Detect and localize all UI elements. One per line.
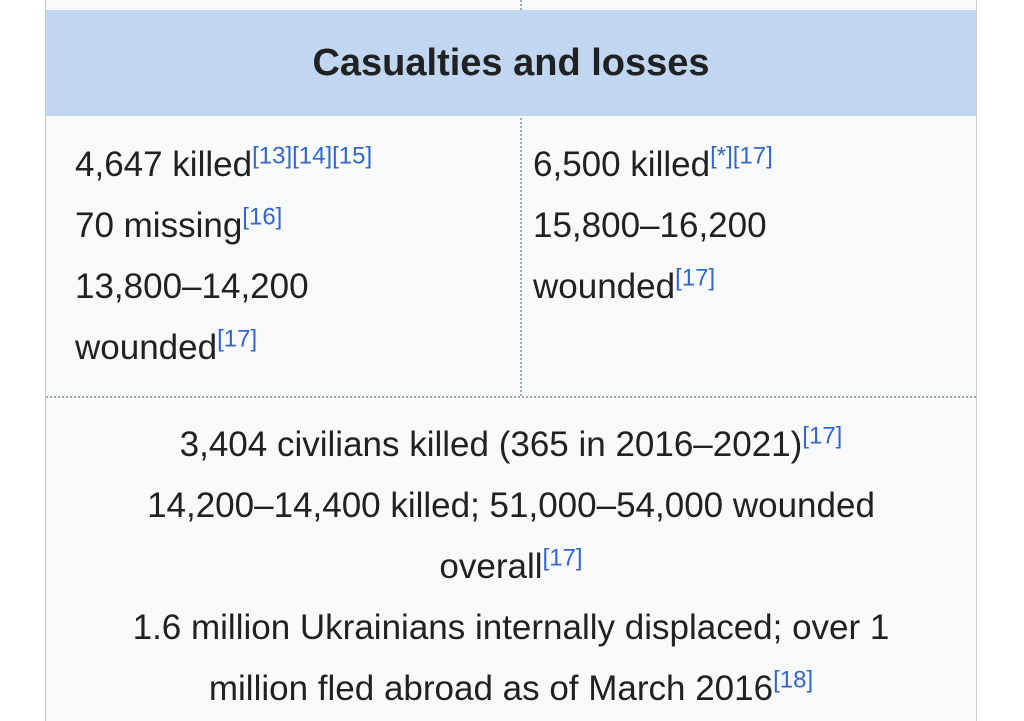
overall-line (86, 536, 936, 597)
right-killed-line (533, 134, 976, 195)
left-missing: 70 missing (75, 206, 243, 245)
left-missing-line (75, 195, 520, 256)
right-killed-refs[interactable]: [*][17] (710, 142, 773, 170)
right-wounded-line (533, 256, 976, 317)
displaced-refs[interactable]: [18] (773, 666, 814, 694)
left-killed: 4,647 killed (75, 145, 253, 184)
civilians-killed: 3,404 civilians killed (365 in 2016–2021) (179, 425, 803, 464)
left-missing-refs[interactable]: [16] (242, 203, 283, 231)
section-header (46, 10, 976, 116)
right-killed: 6,500 killed (533, 145, 711, 184)
left-wounded-range: 13,800–14,200 (75, 267, 309, 306)
left-killed-line (75, 134, 520, 195)
row-divider (46, 396, 976, 398)
overall-losses (46, 414, 976, 719)
top-column-divider (520, 0, 522, 10)
section-title: Casualties and losses (312, 41, 710, 84)
left-belligerent-losses (46, 118, 520, 396)
left-killed-refs[interactable]: [13][14][15] (252, 142, 373, 170)
infobox (45, 0, 977, 721)
displaced-text: million fled abroad as of March 2016 (208, 669, 774, 708)
right-wounded: wounded (533, 267, 676, 306)
left-wounded: wounded (75, 328, 218, 367)
displaced-line-1: 1.6 million Ukrainians internally displaced; over 1 (132, 608, 890, 647)
overall-range: 14,200–14,400 killed; 51,000–54,000 wounded (147, 486, 875, 525)
left-wounded-refs[interactable]: [17] (217, 325, 258, 353)
right-wounded-refs[interactable]: [17] (675, 264, 716, 292)
civilians-line (86, 414, 936, 475)
overall-label: overall (439, 547, 543, 586)
left-wounded-line (75, 317, 520, 378)
displaced-line-2 (86, 658, 936, 719)
infobox-top-row (46, 0, 976, 10)
civilians-refs[interactable]: [17] (802, 422, 843, 450)
right-wounded-range: 15,800–16,200 (533, 206, 767, 245)
overall-refs[interactable]: [17] (542, 544, 583, 572)
right-belligerent-losses (520, 118, 976, 396)
